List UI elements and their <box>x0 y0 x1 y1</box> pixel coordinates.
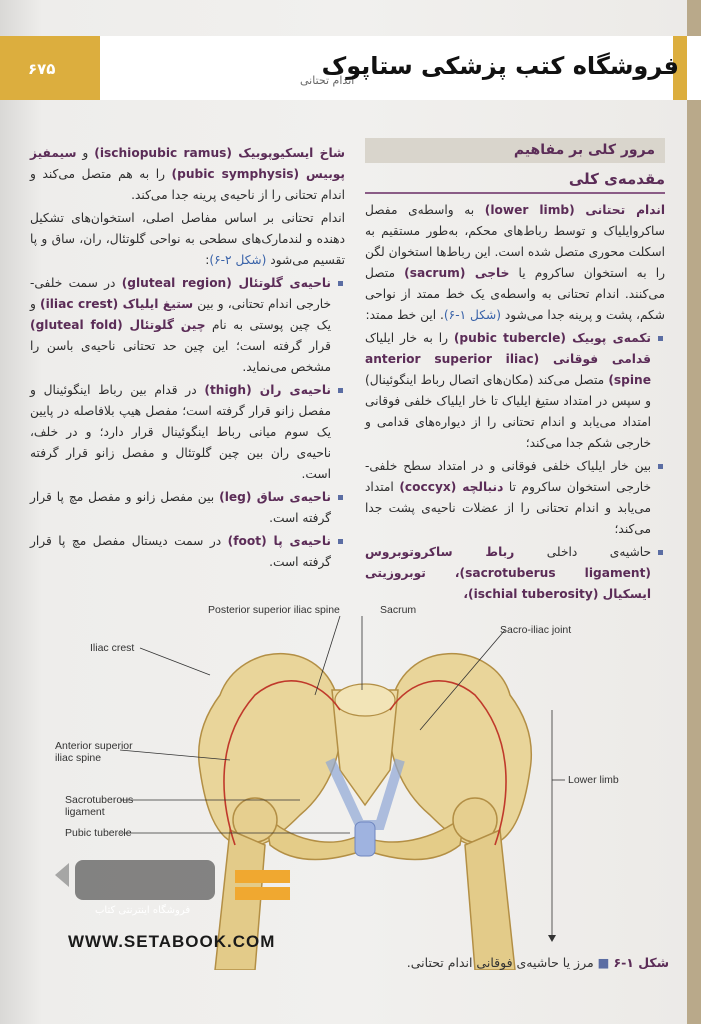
bullet-text: بین خار ایلیاک خلفی فوقانی و در امتداد سطح خلفی-خارجی استخوان ساکروم تا <box>365 459 651 494</box>
figure-ref[interactable]: (شکل ۲-۶) <box>209 253 267 267</box>
list-item <box>365 456 665 540</box>
list-item <box>30 273 345 378</box>
store-title: فروشگاه کتب پزشکی ستاپوک <box>321 52 679 80</box>
watermark-url[interactable]: WWW.SETABOOK.COM <box>68 932 276 951</box>
section-title: مرور کلی بر مفاهیم <box>365 138 665 163</box>
bullet-term: ناحیه‌ی ساق (leg) <box>219 490 331 504</box>
label-sacroiliac: Sacro-iliac joint <box>500 624 572 636</box>
intro-term-en: (lower limb) <box>484 203 575 217</box>
para1-mid: و <box>82 146 89 160</box>
para2-text: اندام تحتانی بر اساس مفاصل اصلی، استخوان‌های تشکیل دهنده و لندمارک‌های سطحی به نواحی گلوتئال، ران، ساق و پا تقسیم می‌شود <box>30 211 345 267</box>
caption-text: مرز یا حاشیه‌ی فوقانی اندام تحتانی. <box>406 955 594 970</box>
bullet-term: ناحیه‌ی گلوتئال (gluteal region) <box>121 276 332 290</box>
bullet-text-2: متصل می‌کند (مکان‌های اتصال رباط اینگوئینال) و سپس در امتداد ستیغ ایلیاک تا خار ایلیاک خلفی فوقانی امتداد می‌یابد و اندام تحتانی را از دیواره‌های قدامی و خارجی شکم جدا می‌کند؛ <box>365 373 651 450</box>
bullet-text-2: امتداد می‌یابد و اندام تحتانی را از عضلات ناحیه‌ی پشت جدا می‌کند؛ <box>365 480 651 536</box>
bullet-text: در قدام بین رباط اینگوئینال و مفصل زانو قرار گرفته است؛ مفصل هیپ بلافاصله در پایین یک سوم میانی رباط اینگوئینال قرار دارد؛ و در خلف، ناحیه‌ی ران بین چین گلوتئال و مفصل زانو قرار گرفته است. <box>30 383 331 481</box>
list-item <box>365 542 665 605</box>
bullet-text: بین مفصل زانو و مفصل مچ پا قرار گرفته است. <box>30 490 331 525</box>
subsection-title: مقدمه‌ی کلی <box>365 169 665 194</box>
sacrum-term: خاجی (sacrum) <box>404 266 510 280</box>
bullet-text: در سمت خلفی-خارجی اندام تحتانی، و بین <box>30 276 332 311</box>
bullet-term-2: قدامی فوقانی (anterior superior iliac spine) <box>365 352 651 387</box>
bullet-term-2: ستیغ ایلیاک (iliac crest) <box>40 297 194 311</box>
bullet-term: ناحیه‌ی پا (foot) <box>227 534 331 548</box>
right-column <box>365 138 665 607</box>
para-2: اندام تحتانی بر اساس مفاصل اصلی، استخوان‌های تشکیل دهنده و لندمارک‌های سطحی به نواحی گلوتئال، ران، ساق و پا تقسیم می‌شود (شکل ۲-۶): <box>30 211 345 267</box>
boundary-list <box>365 328 665 605</box>
bullet-text-3: قرار گرفته است؛ این چین حد تحتانی ناحیه‌ی باسن را مشخص می‌نماید. <box>30 339 331 374</box>
bullet-term: تکمه‌ی پوبیک (pubic tubercle) <box>453 331 651 345</box>
bullet-text: را به خار ایلیاک <box>365 331 448 345</box>
bullet-text: در سمت دیستال مفصل مچ پا قرار گرفته است. <box>30 534 331 569</box>
bullet-term-2: دنبالچه (coccyx) <box>399 480 504 494</box>
page-binding-edge <box>687 0 701 1024</box>
intro-text-3: . این خط ممتد: <box>365 308 444 322</box>
caption-number: شکل ۱-۶ <box>613 955 669 970</box>
para1-text: را به هم متصل می‌کند و اندام تحتانی را از ناحیه‌ی پرینه جدا می‌کند. <box>30 167 345 202</box>
label-pubic-tubercle: Pubic tubercle <box>65 827 132 839</box>
bullet-text: حاشیه‌ی داخلی <box>546 545 652 559</box>
figure-caption: شکل ۱-۶ ■ مرز یا حاشیه‌ی فوقانی اندام تحتانی. <box>406 955 669 970</box>
intro-paragraph <box>365 200 665 326</box>
label-psis: Posterior superior iliac spine <box>208 604 340 616</box>
label-asis: Anterior superior iliac spine <box>55 740 133 764</box>
label-lower-limb: Lower limb <box>568 774 619 786</box>
para1-term: شاخ ایسکیوپوبیک (ischiopubic ramus) <box>94 146 346 160</box>
header-chapter: اندام تحتانی <box>300 74 355 87</box>
intro-text-2: متصل می‌کنند. اندام تحتانی به واسطه‌ی یک خط ممتد از نواحی شکم، پشت و پرینه جدا می‌شود <box>365 266 665 322</box>
bullet-text-2: ، توبروزیتی ایسکیال (ischial tuberosity)، <box>365 566 651 601</box>
label-sacrotuberous: Sacrotuberous ligament <box>65 794 134 818</box>
para1-term-2: سیمفیز پوبیس (pubic symphysis) <box>30 146 346 181</box>
figure-ref[interactable]: (شکل ۱-۶) <box>443 308 501 322</box>
bullet-term-3: چین گلوتئال (gluteal fold) <box>30 318 206 332</box>
region-list <box>30 273 345 573</box>
intro-text: به واسطه‌ی مفصل ساکروایلیاک و توسط رباط‌های محکم، به‌طور مستقیم به اسکلت محوری متصل شده است. این رباط‌ها استخوان لگن را به استخوان ساکروم یا <box>365 203 665 280</box>
watermark-subtitle: فروشگاه اینترنتی کتاب <box>95 905 191 916</box>
bullet-text-2: و یک چین پوستی به نام <box>30 297 331 332</box>
list-item <box>30 531 345 573</box>
list-item <box>365 328 665 454</box>
list-item <box>30 487 345 529</box>
left-column <box>30 143 345 575</box>
label-iliac-crest: Iliac crest <box>90 642 135 654</box>
page-number: ۶۷۵ <box>28 60 56 78</box>
bullet-term: ناحیه‌ی ران (thigh) <box>204 383 331 397</box>
list-item <box>30 380 345 485</box>
label-sacrum: Sacrum <box>380 604 417 616</box>
intro-term: اندام تحتانی <box>585 203 666 217</box>
para-1 <box>30 143 345 206</box>
bullet-term-2: رباط ساکروتوبروس (sacrotuberus ligament) <box>365 545 651 580</box>
